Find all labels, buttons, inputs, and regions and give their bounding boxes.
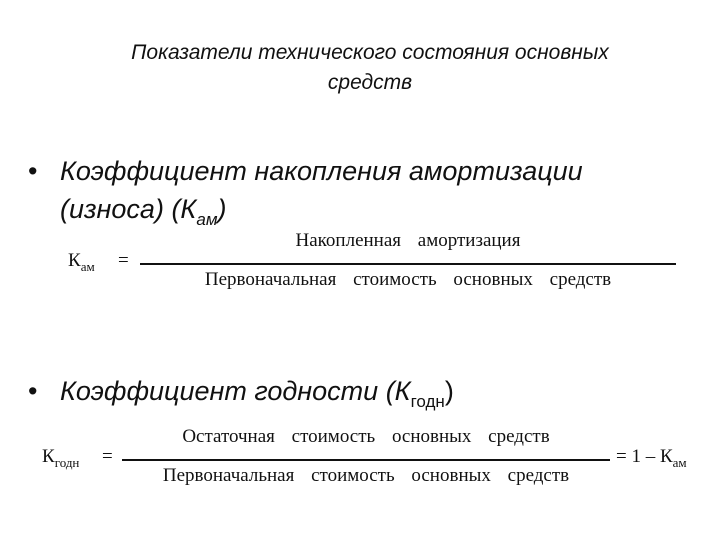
formula-fitness-coefficient (42, 424, 702, 494)
formula-denominator: Первоначальная стоимость основных средств (162, 465, 570, 486)
bullet-label: Коэффициент годности (К (60, 376, 411, 406)
bullet-subscript: годн (410, 392, 445, 411)
slide-title-line-2: средств (327, 71, 413, 94)
formula-lhs-symbol: К (42, 446, 55, 467)
bullet-subscript: ам (196, 210, 218, 229)
bullet-dot: • (28, 156, 38, 186)
formula-denominator: Первоначальная стоимость основных средств (204, 269, 612, 290)
bullet-text (28, 152, 688, 232)
formula-numerator: Остаточная стоимость основных средств (182, 426, 550, 447)
fraction-bar (122, 459, 610, 461)
formula-lhs-symbol: К (68, 250, 81, 271)
bullet-suffix: ) (444, 376, 454, 406)
formula-equals: = (102, 446, 113, 467)
slide-title (40, 38, 700, 98)
bullet-amortization-coefficient (28, 152, 688, 232)
formula-amortization-coefficient (68, 228, 688, 298)
slide-title-line-1: Показатели технического состояния основных (131, 41, 609, 64)
formula-lhs (68, 250, 95, 272)
formula-lhs-subscript: ам (80, 259, 95, 274)
bullet-label: Коэффициент накопления амортизации (износа) (К (60, 156, 583, 224)
formula-equals: = (118, 250, 129, 271)
fraction-bar (140, 263, 676, 265)
formula-numerator: Накопленная амортизация (295, 230, 521, 251)
formula-rhs-expression: = 1 – К (616, 446, 673, 467)
bullet-dot: • (28, 376, 38, 406)
formula-rhs (616, 446, 687, 468)
formula-lhs-subscript: годн (54, 455, 80, 470)
formula-lhs (42, 446, 79, 468)
formula-rhs-subscript: ам (672, 455, 687, 470)
bullet-suffix: ) (217, 194, 227, 224)
bullet-fitness-coefficient (28, 372, 688, 414)
bullet-text (28, 372, 688, 414)
